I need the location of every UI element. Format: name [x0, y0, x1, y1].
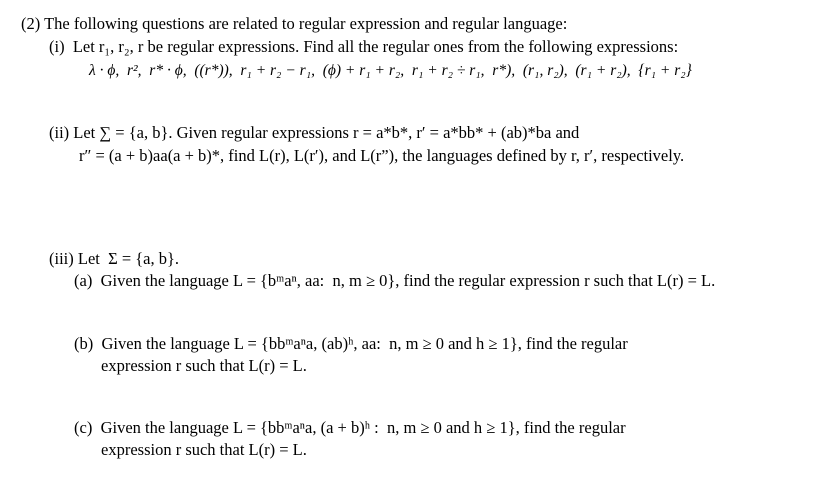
part-iii-c-line1: (c) Given the language L = {bbᵐaⁿa, (a + b)ʰ : n, m ≥ 0 and h ≥ 1}, find the regular: [74, 418, 626, 437]
part-iii-c-line2: expression r such that L(r) = L.: [101, 440, 307, 459]
part-ii-prompt-line2: r″ = (a + b)aa(a + b)*, find L(r), L(r′), and L(r”), the languages defined by r, r′, respectively.: [79, 146, 685, 165]
question-header: (2) The following questions are related to regular expression and regular language:: [21, 14, 568, 33]
part-iii-b-line1: (b) Given the language L = {bbᵐaⁿa, (ab)ʰ, aa: n, m ≥ 0 and h ≥ 1}, find the regular: [74, 334, 628, 353]
part-iii-prompt: (iii) Let Σ = {a, b}.: [49, 249, 180, 268]
part-i-prompt: (i) Let r₁, r₂, r be regular expressions. Find all the regular ones from the following expressions:: [49, 37, 679, 56]
part-i-expression-list: λ · ϕ, r², r* · ϕ, ((r*)), r₁ + r₂ − r₁, (ϕ) + r₁ + r₂, r₁ + r₂ ÷ r₁, r*), (r₁, r₂), (r₁ + r₂), {r₁ + r₂}: [89, 62, 692, 79]
part-iii-b-line2: expression r such that L(r) = L.: [101, 356, 307, 375]
part-iii-a: (a) Given the language L = {bᵐaⁿ, aa: n, m ≥ 0}, find the regular expression r such that L(r) = L.: [74, 271, 716, 290]
part-ii-prompt-line1: (ii) Let ∑ = {a, b}. Given regular expressions r = a*b*, r′ = a*bb* + (ab)*ba and: [49, 123, 580, 142]
